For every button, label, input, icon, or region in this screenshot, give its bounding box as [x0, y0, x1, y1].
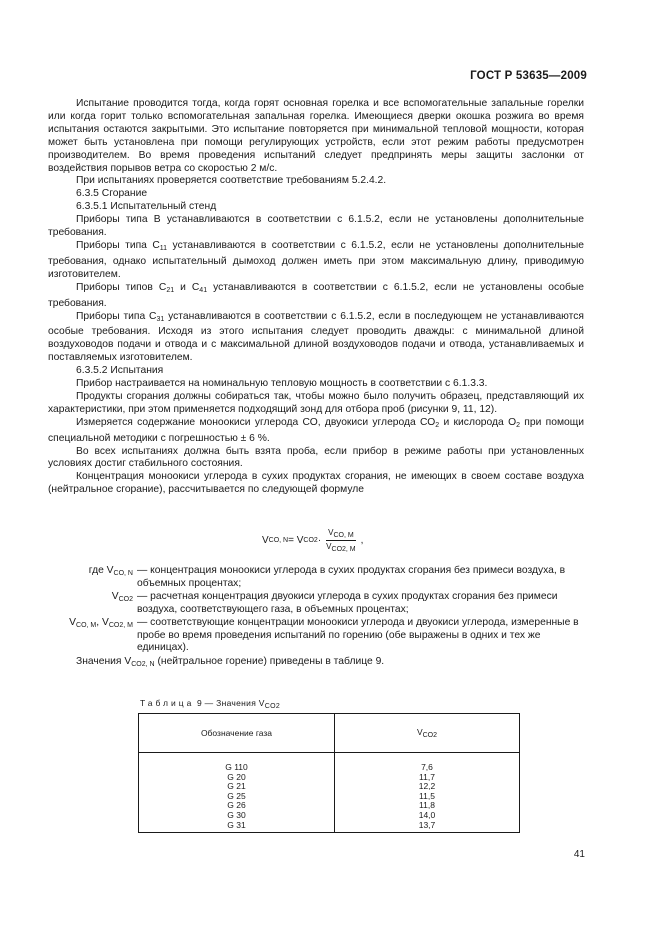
- paragraph: Испытание проводится тогда, когда горят основная горелка и все вспомогательные запальные горелки или когда горит только вспомогательная запальная горелка. Имеющиеся дверки окошка розжига во время испытания остаются закрытыми. Это испытание повторяется при минимальной тепловой мощности, которая может быть установлена при помощи регулирующих устройств, если этот режим работы предусмотрен производителем. Во время проведения испытаний следует предпринять меры защиты заслонки от воздействия порывов ветра со скоростью 2 м/с.: [48, 98, 584, 174]
- paragraph-c21: Приборы типов $С_{21}$ и $С_{41}$ устанавливаются в соответствии с 6.1.5.2, если не установлены особые требования.: [48, 281, 585, 309]
- formula-fraction: $\frac{V_{CO, M}}{V_{CO2, M}}$: [326, 527, 356, 553]
- section-heading: 6.3.5 Сгорание: [76, 188, 148, 200]
- table-header-gas: Обозначение газа: [139, 714, 335, 753]
- paragraph-measure: Измеряется содержание моноокиси углерода СО, двуокиси углерода $СО_2$ и кислорода $О_2$ при помощи специальной методики с погрешностью ± 6 %.: [48, 416, 584, 444]
- paragraph-c31: Приборы типа $С_{31}$ устанавливаются в соответствии с 6.1.5.2, если в последующем не устанавливаются особые требования. Исходя из этого испытания следует проводить дважды: с минимальной длиной воздуховодов подачи и отвода и с максимальной длиной воздуховодов подачи и отвода, устанавливаемых и поставляемых изготовителем.: [48, 310, 584, 364]
- definition-item: $V_{CO2}$ — расчетная концентрация двуокиси углерода в сухих продуктах сгорания без примеси воздуха, соответствующего газа, в объемных процентах;: [111, 590, 558, 615]
- values-reference: Значения $V_{CO2, N}$ (нейтральное горение) приведены в таблице 9.: [76, 656, 385, 668]
- document-header: ГОСТ Р 53635—2009: [470, 70, 587, 82]
- paragraph: Продукты сгорания должны собираться так, чтобы можно было получить образец, представляющий их характеристики, при этом применяется подходящий зонд для отбора проб (рисунки 9, 11, 12).: [48, 390, 584, 415]
- table-header-vco2: $V_{CO2}$: [335, 714, 520, 753]
- paragraph: При испытаниях проверяется соответствие требованиям 5.2.4.2.: [76, 175, 387, 187]
- definition-item: где $V_{CO, N}$ — концентрация моноокиси углерода в сухих продуктах сгорания без примеси воздуха, в объемных процентах;: [88, 565, 566, 589]
- paragraph: Концентрация моноокиси углерода в сухих продуктах сгорания, не имеющих в своем составе воздуха (нейтральное сгорание), рассчитывается по следующей формуле: [48, 471, 584, 496]
- main-text: [48, 98, 584, 497]
- paragraph: Приборы типа В устанавливаются в соответствии с 6.1.5.2, если не установлены дополнительные требования.: [48, 214, 584, 239]
- paragraph: Прибор настраивается на номинальную тепловую мощность в соответствии с 6.1.3.3.: [76, 378, 488, 390]
- formula: V CO, N = V CO2 · $\frac{V_{CO, M}}{V_{CO2, M}}$ ,: [262, 527, 364, 553]
- gas-values-cell: 7,6 11,7 12,2 11,5 11,8 14,0 13,7: [335, 753, 520, 833]
- subsection-heading: 6.3.5.1 Испытательный стенд: [76, 201, 217, 213]
- paragraph-c11: Приборы типа $С_{11}$ устанавливаются в соответствии с 6.1.5.2, если не установлены дополнительные требования, однако испытательный дымоход должен иметь при этом максимальную длину, приводимую изготовителем.: [48, 239, 584, 280]
- table-caption: Таблица 9 — Значения $V_{CO2}$: [140, 698, 281, 710]
- subsection-heading: 6.3.5.2 Испытания: [76, 365, 164, 377]
- definition-item: $V_{CO, M}$, $V_{CO2, M}$ — соответствующие концентрации моноокиси углерода и двуокиси углерода, измеренные в пробе во время проведения испытаний по горению (обе выражены в одних и тех же единицах).: [69, 616, 579, 654]
- definitions-list: [20, 565, 584, 655]
- gas-values-table: [138, 713, 520, 833]
- gas-names-cell: G 110 G 20 G 21 G 25 G 26 G 30 G 31: [139, 753, 335, 833]
- page-number: 41: [573, 849, 585, 860]
- paragraph: Во всех испытаниях должна быть взята проба, если прибор в режиме работы при установленных условиях достиг стабильного состояния.: [48, 445, 584, 470]
